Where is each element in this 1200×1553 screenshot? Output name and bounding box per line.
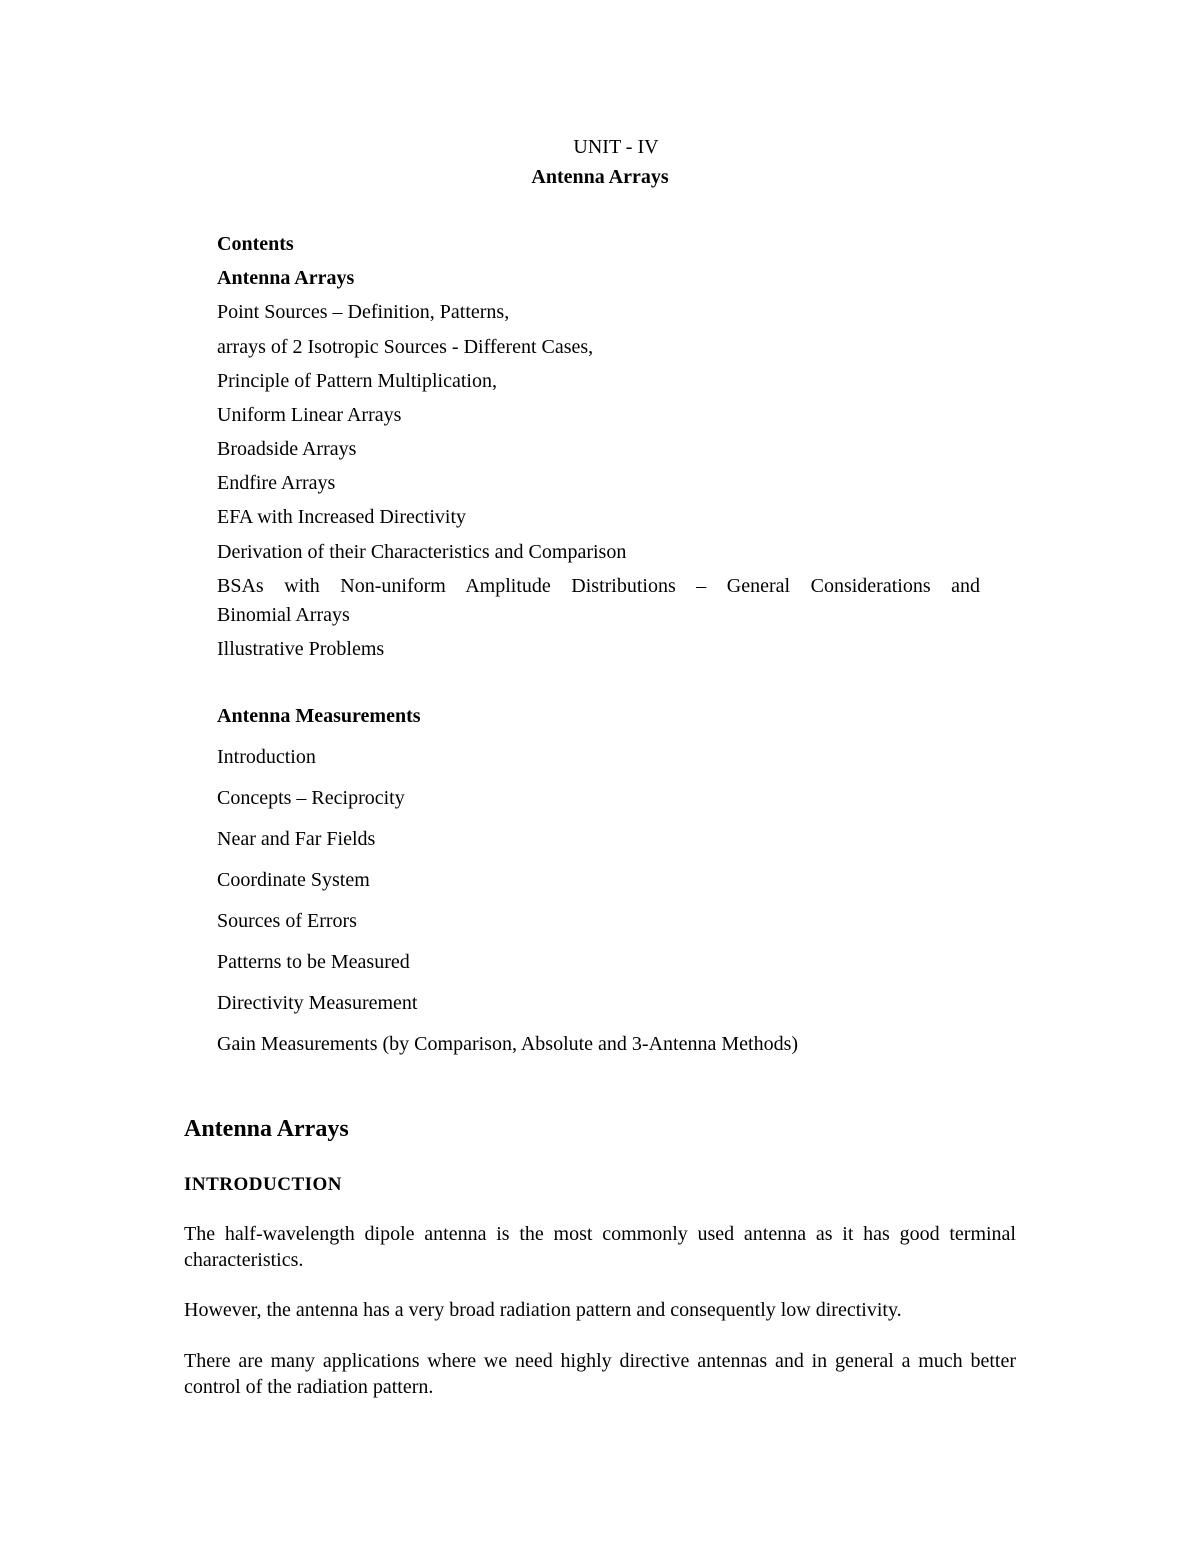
list-item: Introduction	[217, 746, 316, 768]
intro-heading: INTRODUCTION	[184, 1174, 343, 1195]
measurements-heading: Antenna Measurements	[217, 705, 421, 727]
contents-heading: Contents	[217, 233, 294, 255]
paragraph: However, the antenna has a very broad radiation pattern and consequently low directivity.	[184, 1299, 902, 1321]
list-item: Uniform Linear Arrays	[217, 404, 402, 426]
list-item: Derivation of their Characteristics and Comparison	[217, 541, 627, 563]
list-item: Broadside Arrays	[217, 438, 357, 460]
list-item: Point Sources – Definition, Patterns,	[217, 301, 510, 323]
list-item: Patterns to be Measured	[217, 951, 410, 973]
list-item: Directivity Measurement	[217, 992, 418, 1014]
section-title: Antenna Arrays	[184, 1116, 349, 1142]
list-item: BSAs with Non-uniform Amplitude Distributions – General Considerations and	[217, 575, 980, 597]
list-item: Concepts – Reciprocity	[217, 787, 405, 809]
paragraph: The half-wavelength dipole antenna is the most commonly used antenna as it has good terminal characteristics.	[184, 1223, 1016, 1271]
list-item: Principle of Pattern Multiplication,	[217, 370, 497, 392]
list-item: arrays of 2 Isotropic Sources - Different Cases,	[217, 336, 594, 358]
list-item: Coordinate System	[217, 869, 370, 891]
unit-title: UNIT - IV	[573, 136, 659, 158]
unit-subtitle: Antenna Arrays	[531, 166, 669, 188]
list-item: Binomial Arrays	[217, 604, 350, 626]
list-item: Illustrative Problems	[217, 638, 385, 660]
list-item: Endfire Arrays	[217, 472, 336, 494]
list-item: EFA with Increased Directivity	[217, 506, 467, 528]
list-item: Sources of Errors	[217, 910, 357, 932]
arrays-heading: Antenna Arrays	[217, 267, 355, 289]
paragraph: There are many applications where we need highly directive antennas and in general a much better control of the radiation pattern.	[184, 1350, 1016, 1398]
list-item: Near and Far Fields	[217, 828, 376, 850]
list-item: Gain Measurements (by Comparison, Absolute and 3-Antenna Methods)	[217, 1033, 799, 1055]
